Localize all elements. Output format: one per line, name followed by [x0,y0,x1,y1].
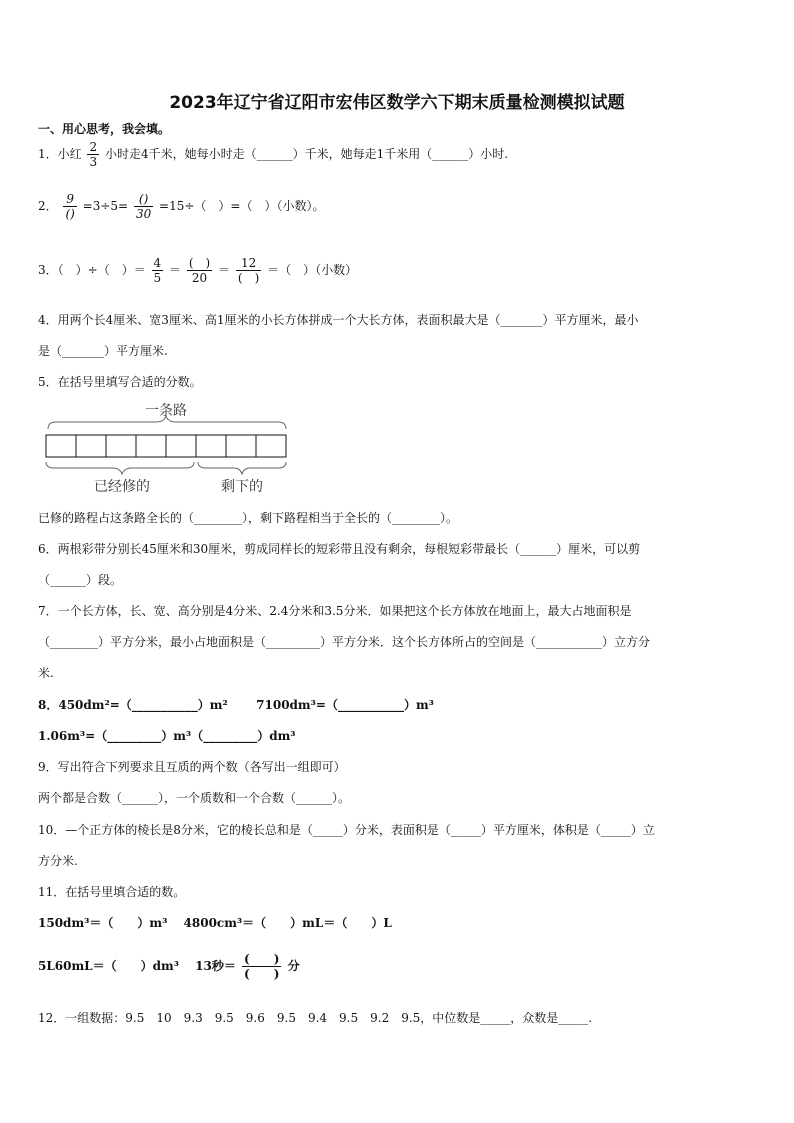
question-11: 11．在括号里填合适的数。 [38,885,186,899]
question-6-line-2: （______）段。 [38,573,123,587]
question-5-answer: 已修的路程占这条路全长的（________），剩下路程相当于全长的（________）。 [38,511,459,525]
remaining-brace [198,462,286,474]
diagram-left-label: 已经修的 [94,479,150,495]
question-8-line-2: 1.06m³=（_________）m³（_________）dm³ [38,729,296,743]
q3-frac1-den: 5 [153,271,162,285]
top-brace [48,416,286,429]
question-12: 12．一组数据：9.5 10 9.3 9.5 9.6 9.5 9.4 9.5 9.2 9.5，中位数是_____，众数是_____. [38,1011,593,1025]
question-5: 5．在括号里填写合适的分数。 [38,375,202,389]
q3-frac2-num: ( ) [188,256,211,270]
q3-text-a: 3．（ ）÷（ ）＝ [38,263,146,277]
q11b-text: 5L60mL＝（ ）dm³ 13秒＝ [38,959,236,973]
q3-equals-2: ＝ [218,263,231,277]
q3-fraction-1 [152,256,164,285]
built-brace [46,462,194,474]
section-heading: 一、用心思考，我会填。 [38,122,171,136]
question-3 [38,256,357,285]
q2-mid: =3÷5= [82,199,129,213]
q1-text-b: 小时走4千米，她每小时走（______）千米，她每走1千米用（______）小时. [104,147,509,161]
question-10-line-1: 10．—个正方体的棱长是8分米，它的棱长总和是（_____）分米，表面积是（_____）平方厘米，体积是（_____）立 [38,823,655,837]
question-11-line-b [38,952,300,981]
question-4-line-1: 4．用两个长4厘米、宽3厘米、高1厘米的小长方体拼成一个大长方体，表面积最大是（_______）平方厘米，最小 [38,313,639,327]
q3-frac2-den: 20 [191,271,208,285]
question-1 [38,140,508,169]
q2-frac2-den: 30 [135,207,152,221]
q8-part-2: 7100dm³=（___________）m³ [256,698,434,712]
question-9-line-1: 9．写出符合下列要求且互质的两个数（各写出一组即可） [38,760,346,774]
q2-fraction-2 [134,192,153,221]
q2-number: 2． [38,199,58,213]
page-title: 2023年辽宁省辽阳市宏伟区数学六下期末质量检测模拟试题 [169,93,625,113]
question-6-line-1: 6．两根彩带分别长45厘米和30厘米，剪成同样长的短彩带且没有剩余，每根短彩带最长（______）厘米，可以剪 [38,542,641,556]
q1-frac-den: 3 [89,155,98,169]
question-11-line-a: 150dm³＝（ ）m³ 4800cm³＝（ ）mL＝（ ）L [38,916,392,930]
q3-frac1-num: 4 [153,256,162,270]
q8-part-1: 8．450dm²=（___________）m² [38,698,228,712]
question-9-line-2: 两个都是合数（______），一个质数和一个合数（______）。 [38,791,351,805]
q3-fraction-2 [187,256,212,285]
question-7-line-3: 米. [38,666,54,680]
q11b-end: 分 [287,959,300,973]
q1-frac-num: 2 [89,140,98,154]
q11b-frac-num: ( ) [244,952,280,966]
q2-frac2-num: () [134,192,153,207]
q2-frac1-den: () [65,207,75,221]
diagram-right-label: 剩下的 [221,479,263,495]
q2-end: =15÷（ ）=（ ）（小数）。 [159,199,325,213]
segment-ticks [76,435,256,457]
question-7-line-2: （________）平方分米，最小占地面积是（_________）平方分米．这个长方体所占的空间是（___________）立方分 [38,635,651,649]
q3-fraction-3 [236,256,261,285]
q2-frac1-num: 9 [63,192,76,207]
q2-fraction-1 [63,192,76,221]
diagram-top-label: 一条路 [145,403,187,419]
q3-equals-1: ＝ [169,263,182,277]
q1-fraction [87,140,99,169]
question-7-line-1: 7．一个长方体，长、宽、高分别是4分米、2.4分米和3.5分米．如果把这个长方体放在地面上，最大占地面积是 [38,604,632,618]
q3-frac3-den: ( ) [237,271,260,285]
question-10-line-2: 方分米. [38,854,78,868]
q1-text-a: 1．小红 [38,147,82,161]
question-2 [38,192,324,221]
question-4-line-2: 是（_______）平方厘米. [38,344,168,358]
q3-frac3-num: 12 [236,256,261,271]
q11b-frac-den: ( ) [244,967,280,981]
q11b-fraction [242,952,281,981]
q3-end: ＝（ ）（小数） [267,263,358,277]
road-diagram [38,398,298,498]
question-8-line-1 [38,697,434,713]
